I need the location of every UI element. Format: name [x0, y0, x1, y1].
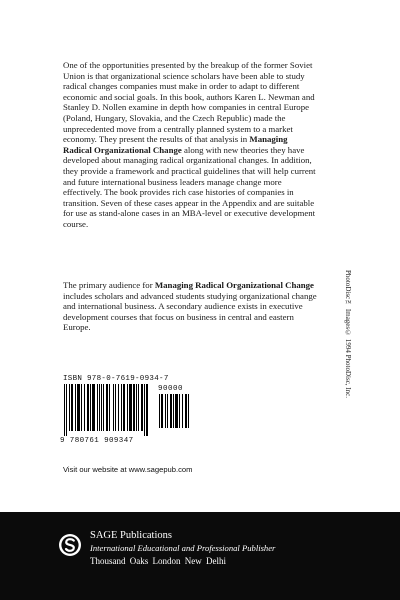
sage-logo-icon: [58, 533, 82, 557]
description-text: along with new theories they have developed about managing radical organizational changes. In addition, they provide a framework and practical guidelines that will help current and future international business leaders manage change more effectively. The book provides rich case histories of companies in transition. Seven of these cases appear in the Appendix and are suitable for use as stand-alone cases in an MBA-level or executive development course.: [63, 144, 316, 229]
ean-barcode-graphic: [63, 384, 155, 437]
book-title-emphasis: Managing Radical Organizational Change: [63, 134, 288, 155]
price-addon-barcode: [158, 394, 202, 428]
description-text: One of the opportunities presented by the breakup of the former Soviet Union is that organizational science scholars have been able to study radical changes companies must make in order to adapt to different economic and social goals. In this book, authors Karen L. Newman and Stanley D. Nollen examine in depth how companies in central Europe (Poland, Hungary, Slovakia, and the Czech Republic) made the unprecedented move from a centrally planned system to a market economy. They present the results of that analysis in: [63, 60, 315, 145]
description-text: includes scholars and advanced students studying organizational change and international business. A secondary audience exists in executive development courses that focus on business in central and eastern Europe.: [63, 290, 317, 333]
book-title-emphasis: Managing Radical Organizational Change: [154, 280, 314, 290]
photo-credit: PhotoDisc™ Images© 1994 PhotoDisc, Inc.: [344, 270, 352, 398]
addon-barcode-graphic: [158, 394, 202, 428]
website-note[interactable]: Visit our website at www.sagepub.com: [63, 465, 193, 474]
barcode-number: 9 780761 909347: [60, 437, 134, 445]
barcode: [63, 384, 155, 437]
isbn-label: ISBN 978-0-7619-0934-7: [63, 375, 169, 383]
price-code: 90000: [158, 385, 184, 393]
publisher-tagline: International Educational and Professional Publisher: [90, 543, 276, 553]
description-text: The primary audience for: [63, 280, 155, 290]
description-paragraph-2: [63, 280, 318, 333]
publisher-name: SAGE Publications: [90, 530, 172, 541]
description-paragraph-1: [63, 60, 318, 230]
publisher-cities: Thousand Oaks London New Delhi: [90, 556, 226, 566]
